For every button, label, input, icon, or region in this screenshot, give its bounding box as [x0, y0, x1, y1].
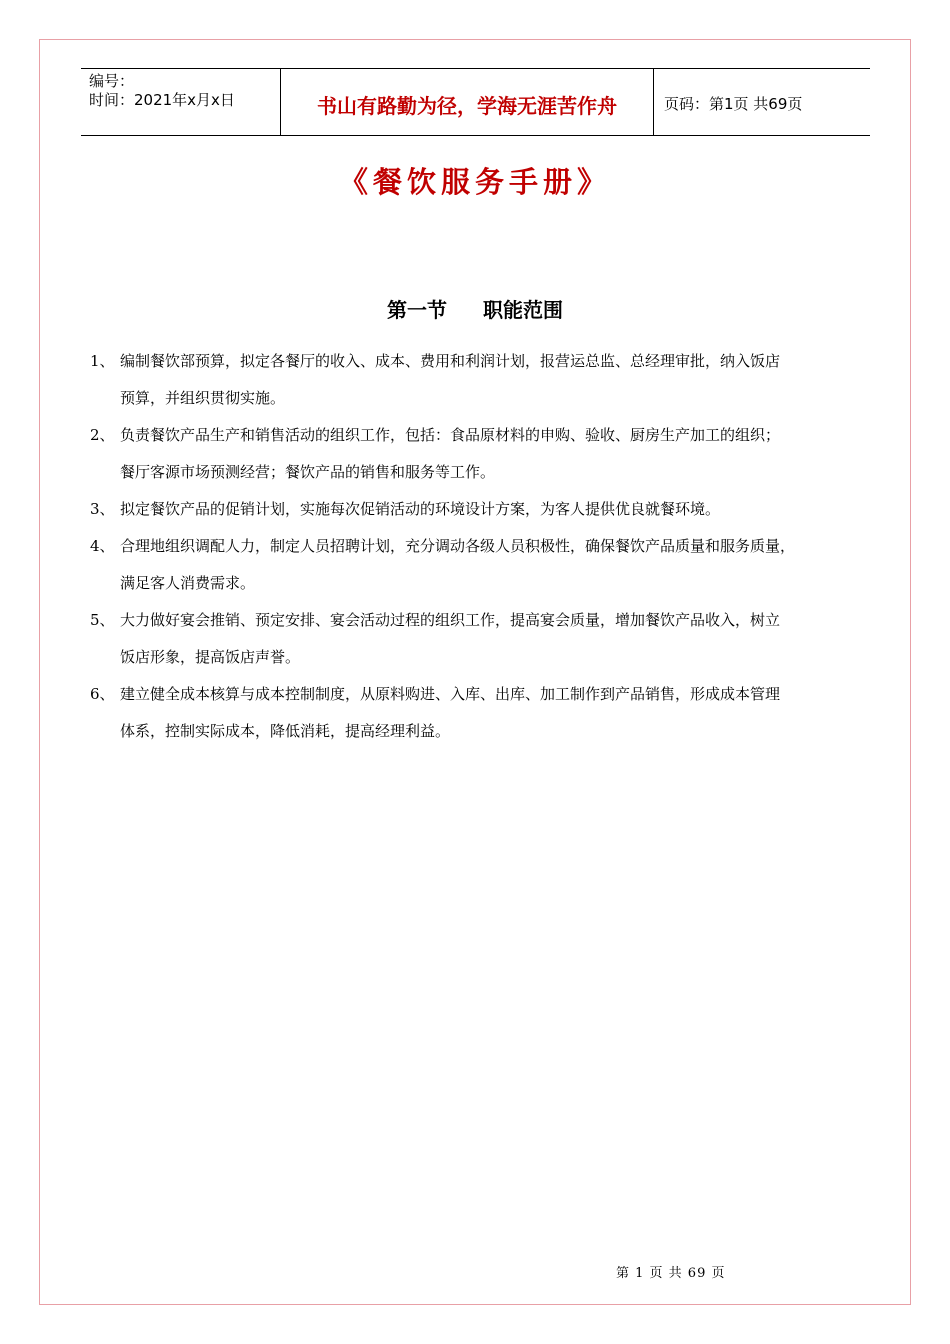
document-number-label: 编号：	[89, 72, 135, 90]
list-item-text: 建立健全成本核算与成本控制制度，从原料购进、入库、出库、加工制作到产品销售，形成成本管理 体系，控制实际成本，降低消耗，提高经理利益。	[120, 685, 781, 740]
list-item	[90, 528, 880, 602]
list-item	[90, 676, 880, 750]
header-page-info: 页码：第1页 共69页	[664, 94, 803, 113]
list-item-text: 合理地组织调配人力，制定人员招聘计划，充分调动各级人员积极性，确保餐饮产品质量和服务质量， 满足客人消费需求。	[120, 537, 796, 592]
header-meta	[81, 69, 281, 135]
list-item-text: 负责餐饮产品生产和销售活动的组织工作，包括：食品原材料的申购、验收、厨房生产加工的组织； 餐厅客源市场预测经营；餐饮产品的销售和服务等工作。	[120, 426, 781, 481]
list-item-text: 编制餐饮部预算，拟定各餐厅的收入、成本、费用和利润计划，报营运总监、总经理审批，纳入饭店 预算，并组织贯彻实施。	[120, 352, 781, 407]
document-title: 《餐饮服务手册》	[338, 165, 611, 199]
list-item-number: 6、	[90, 685, 115, 703]
list-item-text: 大力做好宴会推销、预定安排、宴会活动过程的组织工作，提高宴会质量，增加餐饮产品收入，树立 饭店形象，提高饭店声誉。	[120, 611, 781, 666]
page-footer: 第 1 页 共 69 页	[616, 1266, 726, 1281]
list-item	[90, 417, 880, 491]
list-item-text: 拟定餐饮产品的促销计划，实施每次促销活动的环境设计方案，为客人提供优良就餐环境。	[120, 500, 721, 518]
header-table	[81, 68, 870, 136]
section-name: 职能范围	[483, 298, 563, 322]
list-item-number: 1、	[90, 352, 115, 370]
list-item-number: 2、	[90, 426, 115, 444]
header-motto: 书山有路勤为径，学海无涯苦作舟	[281, 69, 654, 135]
list-item	[90, 491, 880, 528]
list-item-number: 4、	[90, 537, 115, 555]
list-item-number: 5、	[90, 611, 115, 629]
section-heading	[0, 294, 950, 323]
section-number: 第一节	[387, 298, 447, 322]
list-item-number: 3、	[90, 500, 115, 518]
list-item	[90, 343, 880, 417]
duty-list	[90, 343, 880, 750]
list-item	[90, 602, 880, 676]
document-date: 时间：2021年x月x日	[89, 91, 235, 109]
